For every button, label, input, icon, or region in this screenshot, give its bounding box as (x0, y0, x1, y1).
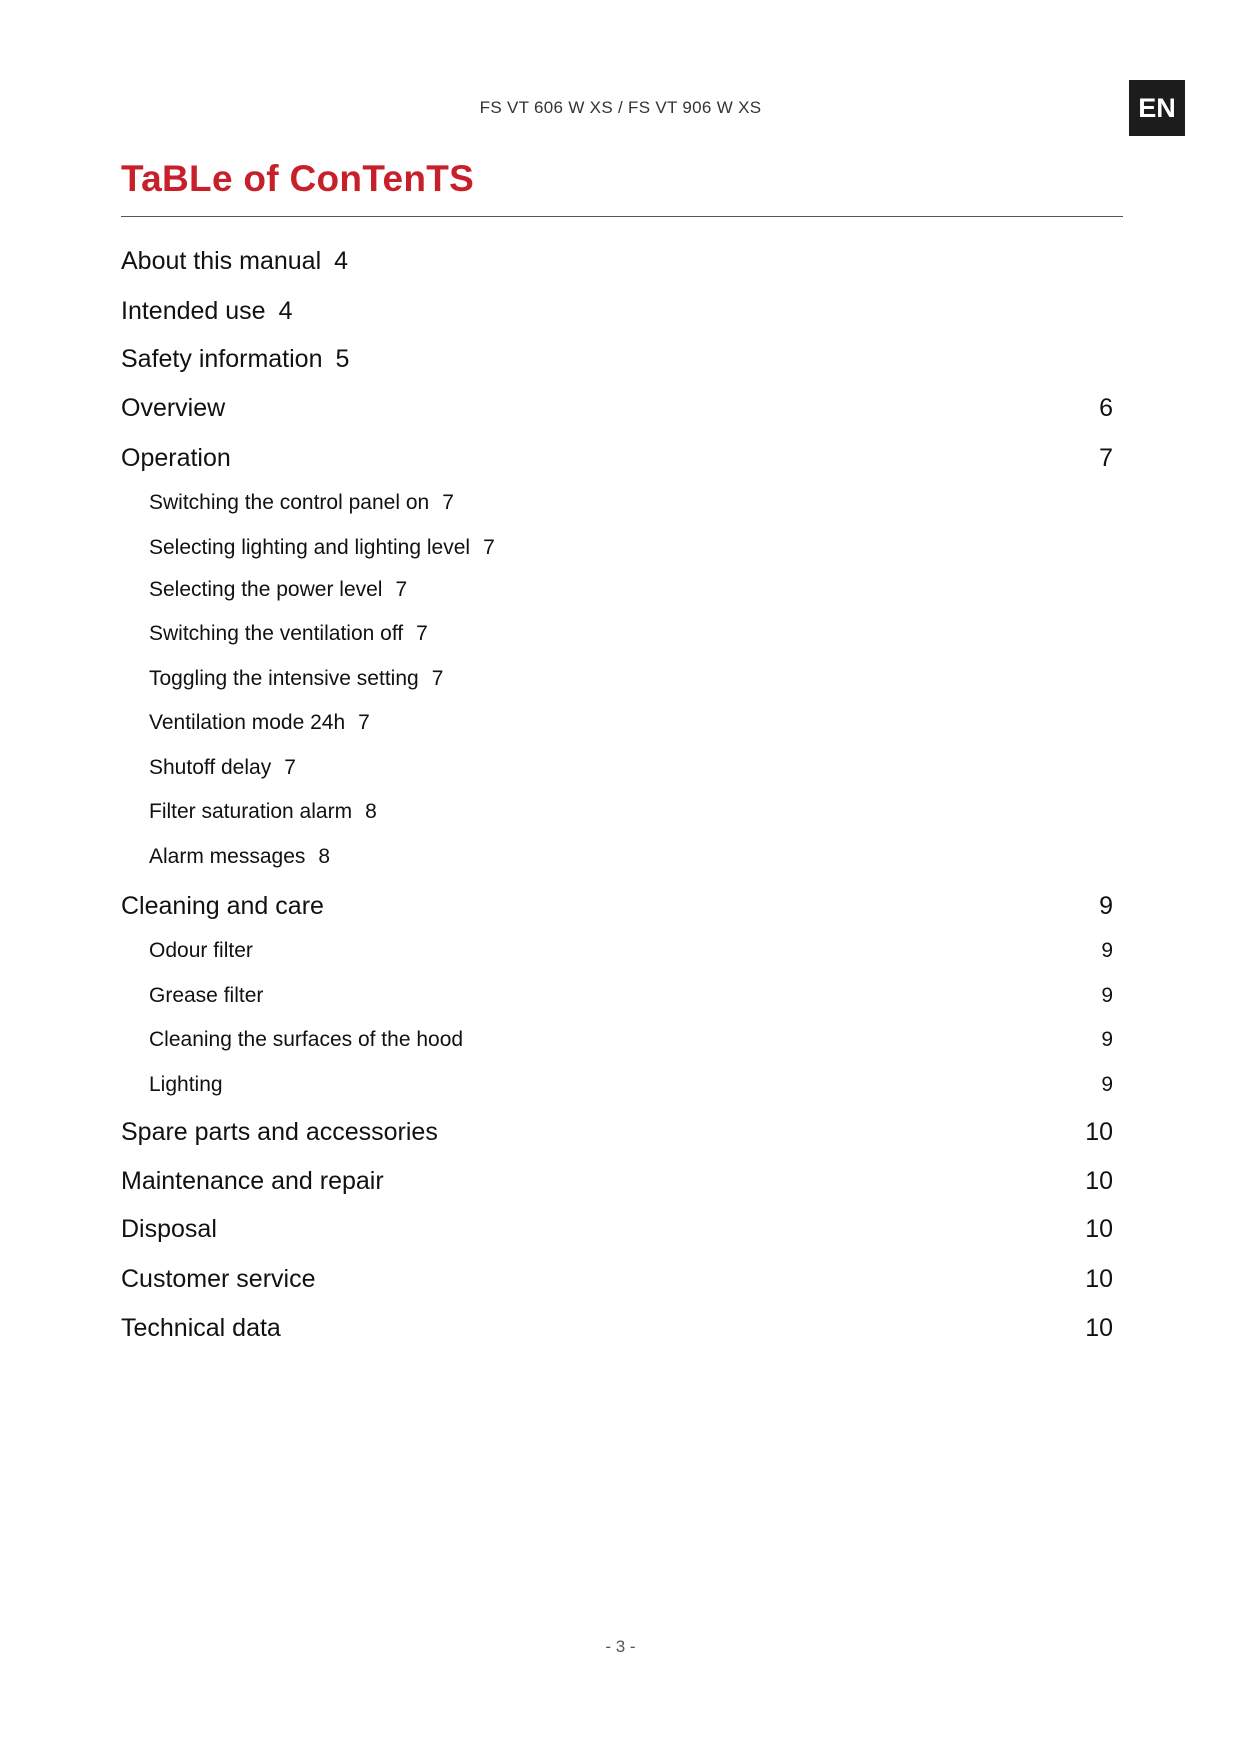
toc-entry-page: 8 (318, 845, 331, 868)
toc-entry[interactable] (121, 1167, 1113, 1196)
toc-entry-label: Switching the ventilation off (149, 622, 404, 645)
toc-entry-label: Maintenance and repair (121, 1167, 384, 1195)
toc-entry-page: 9 (1101, 1073, 1113, 1096)
toc-entry[interactable] (121, 444, 1113, 473)
page-title: TaBLe of ConTenTS (121, 158, 475, 199)
toc-entry[interactable] (121, 1314, 1113, 1343)
toc-entry[interactable] (121, 345, 1113, 374)
toc-entry-page: 10 (1085, 1167, 1113, 1195)
toc-entry-label: Selecting lighting and lighting level (149, 536, 471, 559)
toc-entry[interactable] (121, 578, 1113, 602)
toc-entry-label: Operation (121, 444, 231, 472)
toc-entry[interactable] (121, 247, 1113, 276)
toc-entry-page: 7 (431, 667, 444, 690)
toc-entry[interactable] (121, 845, 1113, 869)
toc-entry-page: 6 (1099, 394, 1113, 422)
toc-entry-page: 7 (395, 578, 408, 601)
toc-entry[interactable] (121, 756, 1113, 780)
toc-entry-page: 9 (1101, 939, 1113, 962)
toc-entry-page: 7 (358, 711, 370, 734)
toc-entry-page: 7 (416, 622, 428, 645)
toc-entry-label: Toggling the intensive setting (149, 667, 419, 690)
toc-entry-label: Odour filter (149, 939, 253, 962)
toc-entry[interactable] (121, 1215, 1113, 1244)
toc-entry-page: 10 (1085, 1215, 1113, 1243)
toc-entry-page: 7 (442, 491, 454, 514)
toc-entry[interactable] (121, 800, 1113, 824)
toc-entry-label: Disposal (121, 1215, 217, 1243)
toc-entry-label: About this manual (121, 247, 322, 275)
toc-entry-page: 10 (1085, 1314, 1113, 1342)
toc-entry-page: 7 (1099, 444, 1113, 472)
toc-entry-label: Intended use (121, 297, 266, 325)
toc-entry[interactable] (121, 1028, 1113, 1052)
toc-entry-page: 10 (1085, 1118, 1113, 1146)
toc-entry-page: 9 (1101, 1028, 1113, 1051)
toc-entry-label: Technical data (121, 1314, 281, 1342)
language-badge: EN (1129, 80, 1185, 136)
toc-entry-label: Customer service (121, 1265, 316, 1293)
toc-entry-label: Safety information (121, 345, 323, 373)
toc-entry[interactable] (121, 1073, 1113, 1097)
toc-entry[interactable] (121, 536, 1113, 560)
toc-entry-label: Cleaning and care (121, 892, 324, 920)
toc-entry-label: Selecting the power level (149, 578, 383, 601)
toc-entry-page: 4 (334, 247, 349, 275)
document-model-header: FS VT 606 W XS / FS VT 906 W XS (479, 98, 762, 117)
toc-entry-label: Cleaning the surfaces of the hood (149, 1028, 464, 1051)
toc-entry-label: Ventilation mode 24h (149, 711, 346, 734)
toc-entry-page: 9 (1099, 892, 1113, 920)
toc-entry[interactable] (121, 1265, 1113, 1294)
toc-entry[interactable] (121, 394, 1113, 423)
toc-entry[interactable] (121, 491, 1113, 515)
toc-entry-page: 7 (483, 536, 495, 559)
toc-entry[interactable] (121, 297, 1113, 326)
toc-entry[interactable] (121, 667, 1113, 691)
toc-entry-label: Grease filter (149, 984, 264, 1007)
toc-entry[interactable] (121, 984, 1113, 1008)
toc-entry-label: Spare parts and accessories (121, 1118, 438, 1146)
toc-entry-label: Alarm messages (149, 845, 306, 868)
toc-entry-page: 8 (365, 800, 377, 823)
toc-entry[interactable] (121, 939, 1113, 963)
toc-entry-label: Shutoff delay (149, 756, 272, 779)
title-divider (121, 216, 1123, 217)
toc-entry[interactable] (121, 892, 1113, 921)
toc-entry[interactable] (121, 622, 1113, 646)
toc-entry[interactable] (121, 1118, 1113, 1147)
toc-entry-label: Filter saturation alarm (149, 800, 353, 823)
toc-entry-page: 10 (1085, 1265, 1113, 1293)
toc-entry-label: Lighting (149, 1073, 223, 1096)
toc-entry-label: Overview (121, 394, 226, 422)
toc-entry-label: Switching the control panel on (149, 491, 430, 514)
toc-entry[interactable] (121, 711, 1113, 735)
page-number: - 3 - (605, 1637, 636, 1656)
toc-entry-page: 4 (278, 297, 293, 325)
toc-entry-page: 7 (284, 756, 296, 779)
toc-entry-page: 9 (1101, 984, 1113, 1007)
toc-entry-page: 5 (335, 345, 350, 373)
